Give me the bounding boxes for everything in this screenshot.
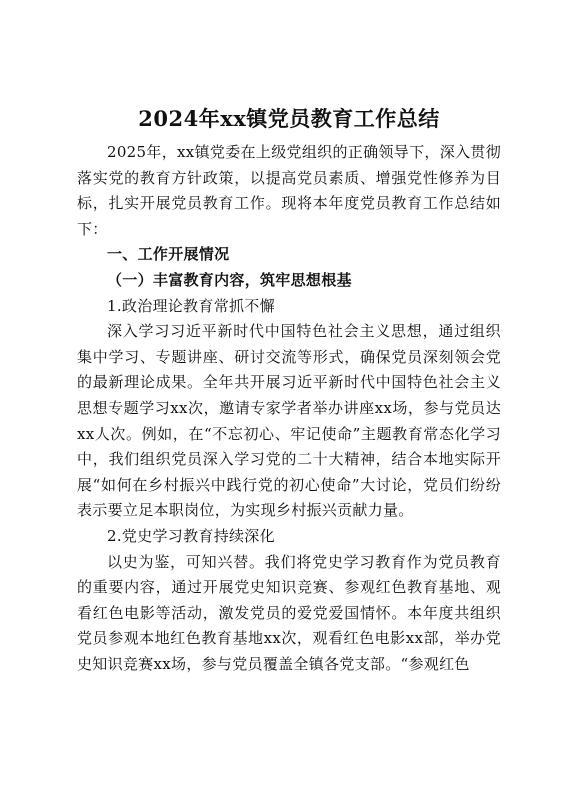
intro-paragraph: 2025年，xx镇党委在上级党组织的正确领导下，深入贯彻落实党的教育方针政策，以提高党员素质、增强党性修养为目标，扎实开展党员教育工作。现将本年度党员教育工作总结如下： [77, 143, 501, 238]
document-body [77, 104, 501, 677]
item-heading: 2.党史学习教育持续深化 [107, 526, 275, 545]
section-heading: 一、工作开展情况 [107, 245, 230, 264]
subsection-heading: （一）丰富教育内容，筑牢思想根基 [107, 270, 352, 289]
item-heading: 1.政治理论教育常抓不懈 [107, 296, 275, 315]
document-title: 2024年xx镇党员教育工作总结 [138, 106, 440, 131]
item-paragraph: 以史为鉴，可知兴替。我们将党史学习教育作为党员教育的重要内容，通过开展党史知识竞赛、参观红色教育基地、观看红色电影等活动，激发党员的爱党爱国情怀。本年度共组织党员参观本地红色教育基地xx次，观看红色电影xx部，举办党史知识竞赛xx场，参与党员覆盖全镇各党支部。“参观红色 [77, 552, 501, 673]
item-paragraph: 深入学习习近平新时代中国特色社会主义思想，通过组织集中学习、专题讲座、研讨交流等形式，确保党员深刻领会党的最新理论成果。全年共开展习近平新时代中国特色社会主义思想专题学习xx次，邀请专家学者举办讲座xx场，参与党员达xx人次。例如，在“不忘初心、牢记使命”主题教育常态化学习中，我们组织党员深入学习党的二十大精神，结合本地实际开展“如何在乡村振兴中践行党的初心使命”大讨论，党员们纷纷表示要立足本职岗位，为实现乡村振兴贡献力量。 [77, 322, 501, 520]
